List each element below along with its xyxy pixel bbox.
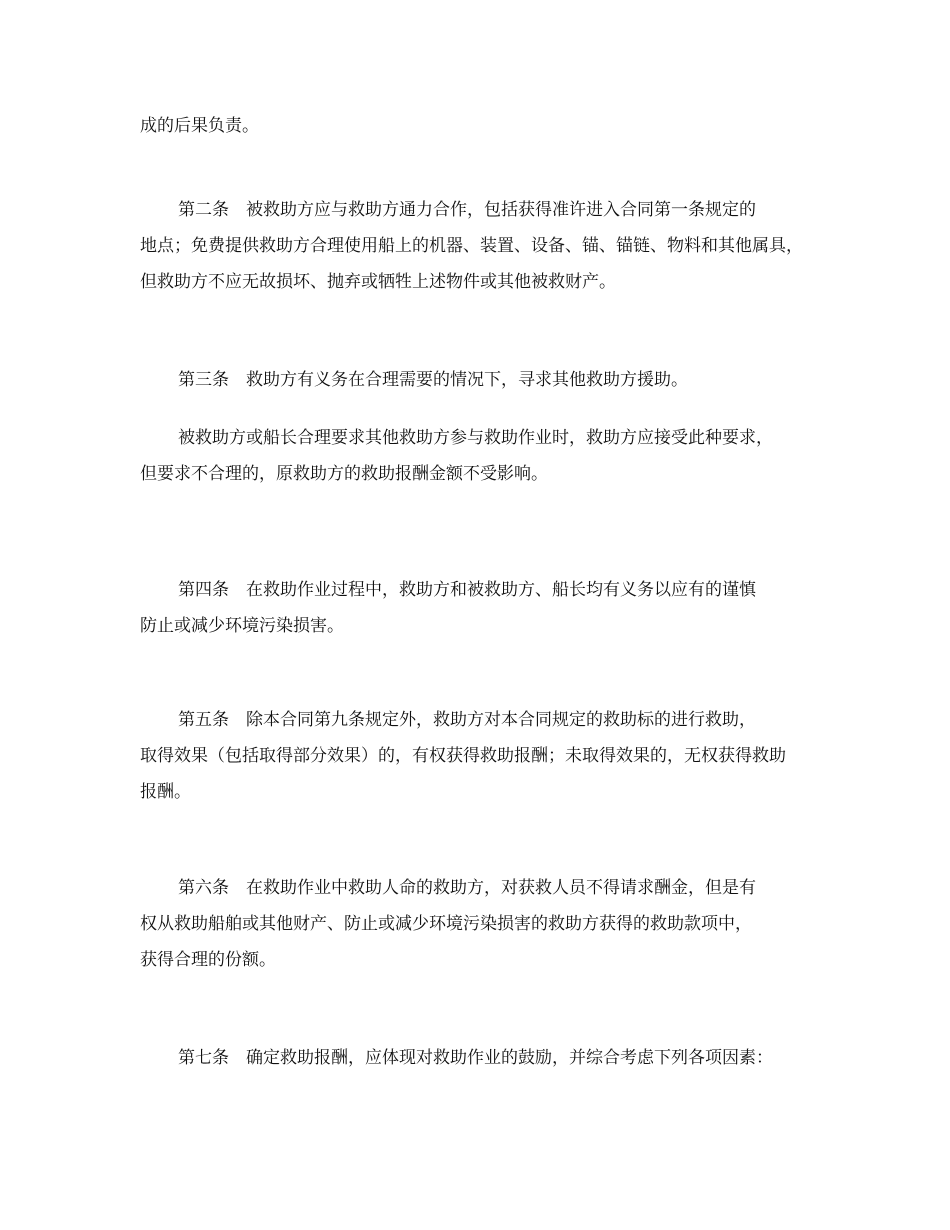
text-line: 第六条 在救助作业中救助人命的救助方，对获救人员不得请求酬金，但是有	[178, 878, 756, 898]
text-line: 被救助方或船长合理要求其他救助方参与救助作业时，救助方应接受此种要求，	[178, 428, 773, 448]
paragraph-article-3	[140, 362, 820, 398]
text-line: 防止或减少环境污染损害。	[140, 616, 344, 636]
text-line: 成的后果负责。	[140, 116, 259, 136]
paragraph-article-3-continued	[140, 420, 820, 492]
paragraph-continuation	[140, 108, 820, 144]
text-line: 取得效果（包括取得部分效果）的，有权获得救助报酬；未取得效果的，无权获得救助	[140, 746, 786, 766]
text-line: 第五条 除本合同第九条规定外，救助方对本合同规定的救助标的进行救助，	[178, 710, 756, 730]
text-line: 但救助方不应无故损坏、抛弃或牺牲上述物件或其他被救财产。	[140, 272, 616, 292]
paragraph-article-6	[140, 870, 820, 978]
paragraph-article-7	[140, 1040, 820, 1076]
text-line: 地点；免费提供救助方合理使用船上的机器、装置、设备、锚、锚链、物料和其他属具，	[140, 236, 803, 256]
paragraph-article-2	[140, 192, 820, 300]
text-line: 报酬。	[140, 782, 191, 802]
text-line: 第七条 确定救助报酬，应体现对救助作业的鼓励，并综合考虑下列各项因素：	[178, 1048, 773, 1068]
paragraph-article-4	[140, 572, 820, 644]
text-line: 权从救助船舶或其他财产、防止或减少环境污染损害的救助方获得的救助款项中，	[140, 914, 752, 934]
paragraph-article-5	[140, 702, 820, 810]
text-line: 获得合理的份额。	[140, 950, 276, 970]
text-line: 第四条 在救助作业过程中，救助方和被救助方、船长均有义务以应有的谨慎	[178, 580, 756, 600]
text-line: 但要求不合理的，原救助方的救助报酬金额不受影响。	[140, 464, 548, 484]
text-line: 第二条 被救助方应与救助方通力合作，包括获得准许进入合同第一条规定的	[178, 200, 756, 220]
text-line: 第三条 救助方有义务在合理需要的情况下，寻求其他救助方援助。	[178, 370, 688, 390]
